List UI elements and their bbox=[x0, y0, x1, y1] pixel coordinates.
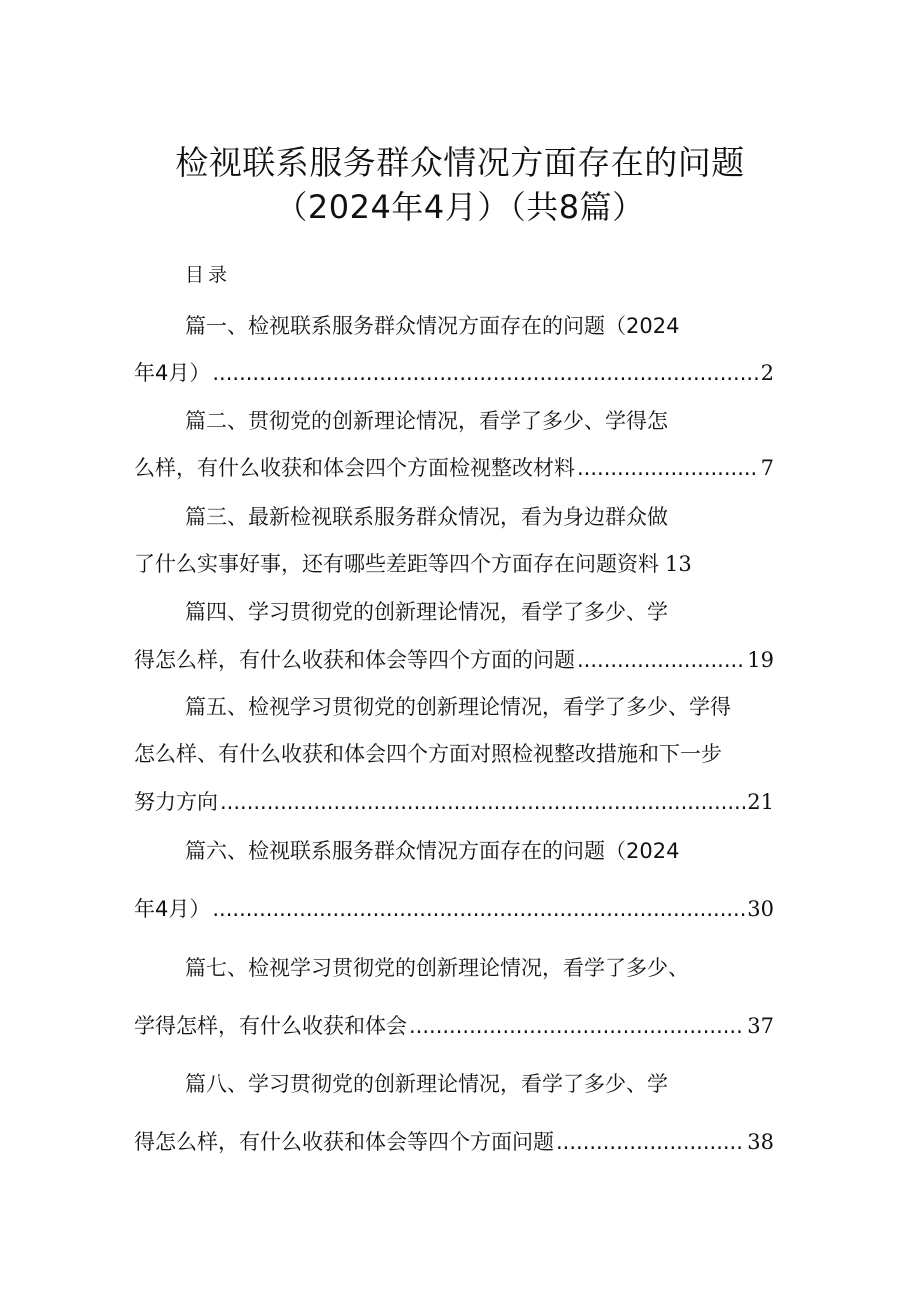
toc-leader-dots bbox=[212, 894, 745, 924]
toc-entry-7-text: 学得怎样，有什么收获和体会 bbox=[134, 1014, 407, 1038]
toc-entry-4-line-1[interactable]: 篇四、学习贯彻党的创新理论情况，看学了多少、学 bbox=[185, 600, 668, 624]
toc-entry-2-text: 么样，有什么收获和体会四个方面检视整改材料 bbox=[134, 456, 575, 480]
toc-leader-dots bbox=[556, 1127, 745, 1157]
toc-entry-3-last-line[interactable] bbox=[134, 549, 774, 579]
toc-entry-5-last-line[interactable] bbox=[134, 787, 774, 817]
toc-entry-4-last-line[interactable] bbox=[134, 645, 774, 675]
toc-entry-5-text: 努力方向 bbox=[134, 790, 218, 814]
toc-entry-8-line-1[interactable]: 篇八、学习贯彻党的创新理论情况，看学了多少、学 bbox=[185, 1072, 668, 1096]
toc-entry-1-text: 年4月） bbox=[134, 361, 211, 385]
toc-entry-1-last-line[interactable] bbox=[134, 358, 774, 388]
toc-entry-6-line-1[interactable]: 篇六、检视联系服务群众情况方面存在的问题（2024 bbox=[185, 839, 680, 863]
toc-leader-dots bbox=[220, 787, 745, 817]
toc-entry-7-line-1[interactable]: 篇七、检视学习贯彻党的创新理论情况，看学了多少、 bbox=[185, 956, 689, 980]
toc-entry-4-text: 得怎么样，有什么收获和体会等四个方面的问题 bbox=[134, 648, 575, 672]
toc-entry-8-last-line[interactable] bbox=[134, 1127, 774, 1157]
toc-leader-dots bbox=[577, 453, 759, 483]
toc-entry-7-last-line[interactable] bbox=[134, 1011, 774, 1041]
toc-leader-dots bbox=[409, 1011, 745, 1041]
toc-leader-dots bbox=[577, 645, 745, 675]
document-title-line-1: 检视联系服务群众情况方面存在的问题 bbox=[175, 143, 745, 182]
toc-entry-2-last-line[interactable] bbox=[134, 453, 774, 483]
toc-entry-5-page: 21 bbox=[747, 790, 774, 814]
toc-entry-7-page: 37 bbox=[747, 1014, 774, 1038]
document-title-line-2: （2024年4月）（共8篇） bbox=[275, 188, 645, 226]
toc-entry-1-page: 2 bbox=[760, 361, 774, 385]
toc-entry-8-page: 38 bbox=[747, 1130, 774, 1154]
toc-entry-1-line-1[interactable]: 篇一、检视联系服务群众情况方面存在的问题（2024 bbox=[185, 314, 680, 338]
toc-entry-3-page: 13 bbox=[665, 552, 692, 576]
toc-entry-2-page: 7 bbox=[760, 456, 774, 480]
toc-entry-3-text: 了什么实事好事，还有哪些差距等四个方面存在问题资料 bbox=[134, 552, 659, 576]
toc-entry-6-page: 30 bbox=[747, 897, 774, 921]
toc-entry-8-text: 得怎么样，有什么收获和体会等四个方面问题 bbox=[134, 1130, 554, 1154]
toc-entry-2-line-1[interactable]: 篇二、贯彻党的创新理论情况，看学了多少、学得怎 bbox=[185, 409, 668, 433]
toc-leader-dots bbox=[212, 358, 758, 388]
toc-entry-5-line-2[interactable]: 怎么样、有什么收获和体会四个方面对照检视整改措施和下一步 bbox=[134, 742, 722, 766]
toc-entry-6-text: 年4月） bbox=[134, 897, 211, 921]
toc-heading: 目录 bbox=[185, 264, 232, 286]
toc-entry-4-page: 19 bbox=[747, 648, 774, 672]
toc-entry-6-last-line[interactable] bbox=[134, 894, 774, 924]
toc-entry-3-line-1[interactable]: 篇三、最新检视联系服务群众情况，看为身边群众做 bbox=[185, 505, 668, 529]
toc-entry-5-line-1[interactable]: 篇五、检视学习贯彻党的创新理论情况，看学了多少、学得 bbox=[185, 695, 731, 719]
